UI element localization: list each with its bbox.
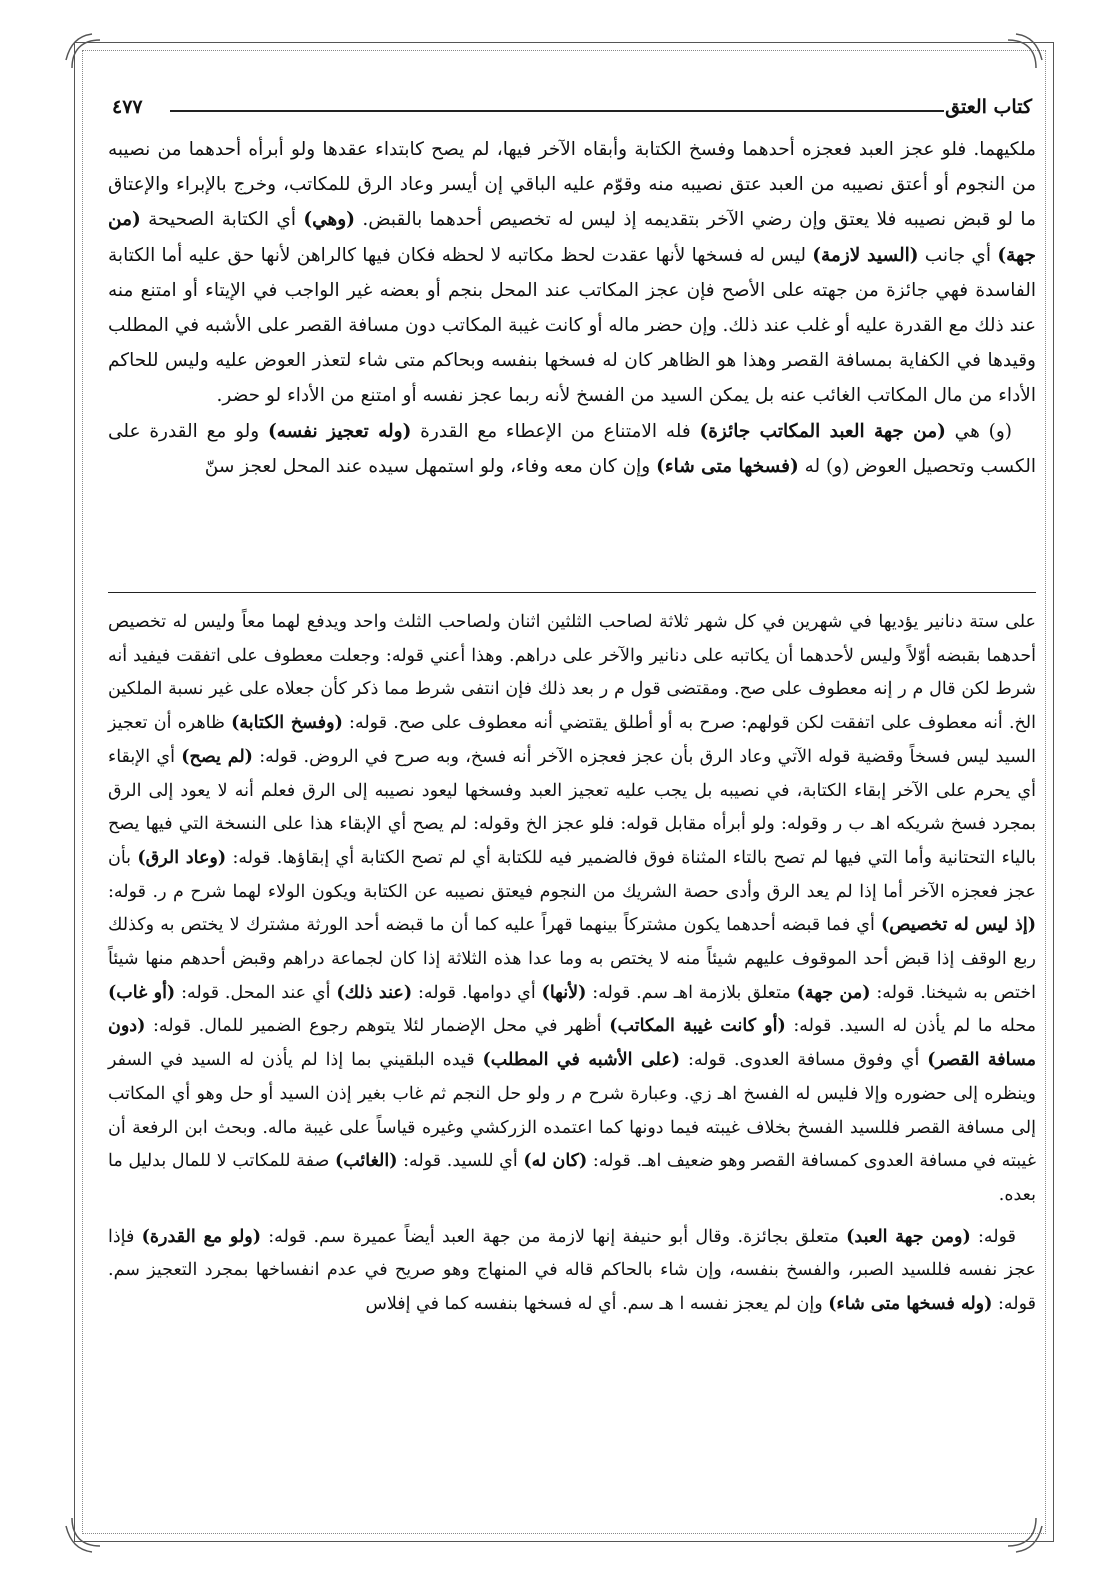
commentary-paragraph-2 (108, 1221, 1036, 1322)
corner-ornament-bottom-left (62, 1516, 102, 1556)
text-run: صفة للمكاتب لا للمال بدليل ما بعده. (108, 1151, 1036, 1205)
quoted-phrase: (عند ذلك) (336, 982, 413, 1003)
text-run: وإن لم يعجز نفسه ا هـ سم. أي له فسخها بنفسه كما في إفلاس (365, 1294, 829, 1315)
quoted-phrase: (لم يصح) (181, 746, 253, 767)
text-run: محله ما لم يأذن له السيد. قوله: (785, 1016, 1036, 1037)
quoted-phrase: (وعاد الرق) (137, 847, 227, 868)
header-rule (170, 110, 944, 112)
matn-quote: (فسخها متى شاء) (656, 455, 799, 477)
main-paragraph-1 (108, 132, 1036, 414)
quoted-phrase: (ومن جهة العبد) (846, 1226, 971, 1247)
quoted-phrase: (من جهة) (796, 982, 871, 1003)
corner-ornament-bottom-right (1006, 1516, 1046, 1556)
text-run: أي جانب (918, 244, 998, 266)
text-run: أي الإبقاء أي يحرم على الآخر إبقاء الكتابة، في نصيبه بل يجب عليه تعجيز العبد وفسخها ليعود نصيبه إلى الرق فعلم أنه لا يعود إلى الرق بمجرد فسخ شريكه اهـ ب ر وقوله: ولو أبرأه مقابل قوله: فلو عجز الخ وقوله: لم يصح أي الإبقاء هذا على النسخة التي فيها يصح بالياء التحتانية وأما التي فيها لم تصح بالتاء المثناة فوق فالضمير فيه للكتابة أي لم تصح الكتابة أي إبقاؤها. قوله: (108, 746, 1036, 868)
matn-quote: (من جهة) (108, 209, 1036, 266)
text-run: فله الامتناع من الإعطاء مع القدرة (411, 420, 700, 442)
commentary-paragraph-1 (108, 606, 1036, 1213)
running-header (112, 96, 1032, 126)
text-run: أظهر في محل الإضمار لئلا يتوهم رجوع الضمير للمال. قوله: (145, 1016, 610, 1037)
quoted-phrase: (ولو مع القدرة) (141, 1226, 262, 1247)
quoted-phrase: (وفسخ الكتابة) (231, 713, 343, 734)
quoted-phrase: (أو كانت غيبة المكاتب) (609, 1016, 786, 1037)
corner-ornament-top-right (1006, 30, 1046, 70)
quoted-phrase: (على الأشبه في المطلب) (482, 1050, 681, 1071)
text-run: وإن كان معه وفاء، ولو استمهل سيده عند المحل لعجز سنّ (204, 455, 657, 477)
text-run: أي دوامها. قوله: (412, 982, 542, 1003)
text-run: قوله: (970, 1226, 1016, 1247)
quoted-phrase: (دون مسافة القصر) (108, 1016, 1036, 1071)
text-run: ملكيهما. فلو عجز العبد فعجزه أحدهما وفسخ الكتابة وأبقاه الآخر فيها، لم يصح كابتداء عقدها ولو أبرأه أحدهما من نصيبه من النجوم أو أعتق نصيبه من العبد عتق نصيبه منه وقوّم عليه الباقي إن أيسر وعاد الرق للمكاتب، وخرج بالإبراء والإعتاق ما لو قبض نصيبه فلا يعتق وإن رضي الآخر بتقديمه إذ ليس له تخصيص أحدهما بالقبض. (108, 139, 1036, 231)
text-run: أي وفوق مسافة العدوى. قوله: (680, 1050, 928, 1071)
text-run: أي الكتابة الصحيحة (140, 209, 304, 231)
matn-quote: (وله تعجيز نفسه) (267, 420, 412, 442)
text-run: ظاهره أن تعجيز السيد ليس فسخاً وقضية قوله الآتي وعاد الرق بأن عجز فعجزه الآخر أنه فسخ، وبه صرح في الروض. قوله: (108, 713, 1036, 767)
text-run: على ستة دنانير يؤديها في شهرين في كل شهر ثلاثة لصاحب الثلثين اثنان ولصاحب الثلث واحد ويدفع لهما معاً وليس له تخصيص أحدهما بقبضه أوّلاً وليس لأحدهما أن يكاتبه على دنانير والآخر على دراهم. وهذا أعني قوله: وجعلت معطوف على اتفقت فيفيد أنه شرط لكن قال م ر إنه معطوف على صح. ومقتضى قول م ر بعد ذلك فإن انتفى شرط مما ذكر كأن جعلاه على غير نسبة الملكين الخ. أنه معطوف على اتفقت لكن قولهم: صرح به أو أطلق يقتضي أنه معطوف على صح. قوله: (108, 612, 1037, 734)
quoted-phrase: (الغائب) (334, 1151, 398, 1172)
main-text (108, 132, 1036, 484)
text-run: ولو مع القدرة على الكسب وتحصيل العوض (و) له (108, 420, 1036, 477)
text-run: متعلق بلازمة اهـ سم. قوله: (586, 982, 797, 1003)
quoted-phrase: (إذ ليس له تخصيص) (880, 915, 1036, 936)
text-run: (و) هي (945, 420, 1012, 442)
text-run: أي للسيد. قوله: (397, 1151, 524, 1172)
text-run: متعلق بجائزة. وقال أبو حنيفة إنها لازمة من جهة العبد أيضاً عميرة سم. قوله: (261, 1226, 847, 1247)
quoted-phrase: (وله فسخها متى شاء) (828, 1294, 993, 1315)
matn-quote: (من جهة العبد المكاتب جائزة) (699, 420, 946, 442)
text-run: أي عند المحل. قوله: (175, 982, 337, 1003)
commentary-text (108, 606, 1036, 1322)
page-number: ٤٧٧ (112, 96, 143, 118)
section-divider (108, 592, 1036, 593)
main-paragraph-2 (108, 414, 1036, 484)
matn-quote: (السيد لازمة) (812, 244, 919, 266)
text-run: أي فما قبضه أحدهما يكون مشتركاً بينهما قهراً عليه كما أن ما قبضه أحد الورثة مشترك لا يختص به وكذلك ربع الوقف إذا قبض أحد الموقوف عليهم شيئاً منه لا يختص به وما عدا هذه الثلاثة إذا كان لجماعة دراهم وقبض أحدهم منها شيئاً اختص به شيخنا. قوله: (108, 915, 1036, 1003)
quoted-phrase: (أو غاب) (108, 982, 176, 1003)
matn-quote: (وهي) (303, 209, 355, 231)
quoted-phrase: (كان له) (523, 1151, 588, 1172)
text-run: بأن عجز فعجزه الآخر أما إذا لم يعد الرق وأدى حصة الشريك من النجوم فيعتق نصيبه عن الكتابة ويكون الولاء لهما شرح م ر. قوله: (108, 847, 1036, 902)
quoted-phrase: (لأنها) (541, 982, 587, 1003)
book-title: كتاب العتق (945, 96, 1032, 118)
text-run: ليس له فسخها لأنها عقدت لحظ مكاتبه لا لحظه فكان فيها كالراهن لأنها حق عليه أما الكتابة الفاسدة فهي جائزة من جهته على الأصح فإن عجز المكاتب عند المحل بنجم أو بعضه غير الواجب في الإيتاء أو امتنع منه عند ذلك مع القدرة عليه أو غلب عند ذلك. وإن حضر ماله أو كانت غيبة المكاتب دون مسافة القصر على الأشبه في المطلب وقيدها في الكفاية بمسافة القصر وهذا هو الظاهر كان له فسخها بنفسه وبحاكم متى شاء لتعذر العوض عليه وليس للحاكم الأداء من مال المكاتب الغائب عنه بل يمكن السيد من الفسخ لأنه ربما عجز نفسه أو امتنع من الأداء لو حضر. (108, 244, 1036, 407)
text-run: قيده البلقيني بما إذا لم يأذن له السيد في السفر وينظره إلى حضوره وإلا فليس له الفسخ اهـ زي. وعبارة شرح م ر ولو حل النجم ثم غاب بغير إذن السيد أو حل وهو أي المكاتب إلى مسافة القصر فللسيد الفسخ بخلاف غيبته فيما دونها كما اعتمده الزركشي وغيره قياساً على غيبة ماله. وبحث ابن الرفعة أن غيبته في مسافة العدوى كمسافة القصر وهو ضعيف اهـ. قوله: (108, 1050, 1036, 1172)
corner-ornament-top-left (62, 30, 102, 70)
text-run: فإذا عجز نفسه فللسيد الصبر، والفسخ بنفسه، وإن شاء بالحاكم قاله في المنهاج وهو صريح في عدم انفساخها بمجرد التعجيز سم. قوله: (108, 1226, 1036, 1315)
